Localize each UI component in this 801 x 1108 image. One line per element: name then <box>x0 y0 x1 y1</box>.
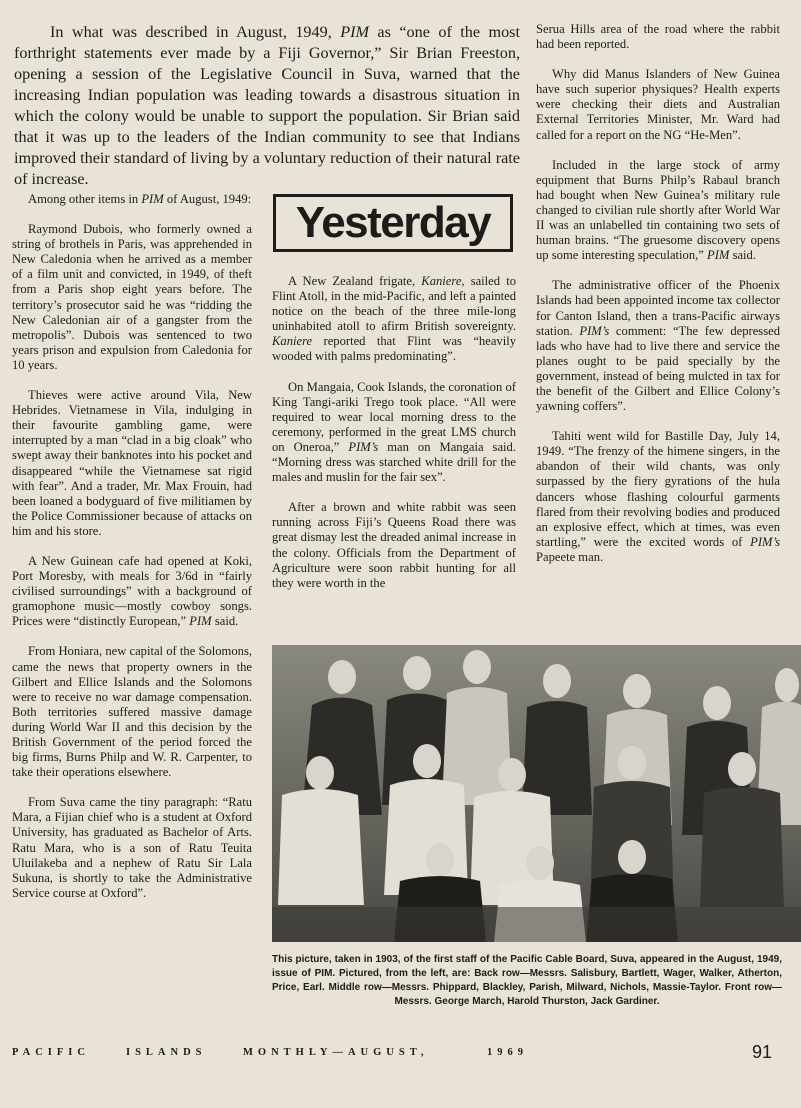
column-middle <box>272 274 516 606</box>
article-paragraph: A New Guinean cafe had opened at Koki, Port Moresby, with meals for 3/6d in “fairly civilised surroundings” with a background of gramophone music—mostly cowboy songs. Prices were “distinctly European,” PIM said. <box>12 553 252 629</box>
article-paragraph: A New Zealand frigate, Kaniere, sailed to Flint Atoll, in the mid-Pacific, and left a painted notice on the beach of the three mile-long uninhabited atoll to afirm British sovereignty. Kaniere reported that Flint was “heavily wooded with palms predominating”. <box>272 274 516 364</box>
yesterday-heading-box <box>273 194 513 252</box>
article-paragraph: The administrative officer of the Phoenix Islands had been appointed income tax collector for Canton Island, then a trans-Pacific airways station. PIM’s comment: “The few depressed lads who have had to live there and service the planes ought to be paid specially by the government, instead of being mulcted in tax for the benefit of the Gilbert and Ellice Colony’s yawning coffers”. <box>536 278 780 414</box>
article-paragraph: Among other items in PIM of August, 1949: <box>28 192 252 206</box>
page-number: 91 <box>751 1042 772 1062</box>
article-paragraph: Included in the large stock of army equipment that Burns Philp’s Rabaul branch had bought when New Guinea’s military rule changed to civilian rule shortly after World War II was an unlabelled tin containing two sets of human brains. “The gruesome discovery opens up some interesting speculation,” PIM said. <box>536 157 780 263</box>
article-paragraph: From Honiara, new capital of the Solomons, came the news that property owners in the Gilbert and Ellice Islands and the Solomons were to receive no war damage compensation. Both territories suffered massive damage during World War II and this decision by the British Government of the period forced the big firms, Burns Philp and W. R. Carpenter, to take their operations elsewhere. <box>12 644 252 780</box>
group-photo-illustration <box>272 645 801 942</box>
column-left <box>12 192 252 916</box>
group-photograph <box>272 645 801 942</box>
article-paragraph: From Suva came the tiny paragraph: “Ratu Mara, a Fijian chief who is a student at Oxford University, has graduated as Bachelor of Arts. Ratu Mara, who is a son of Ratu Teuita Uluilakeba and a nephew of Ratu Sir Lala Sukuna, is shortly to take the Administrative Service course at Oxford”. <box>12 795 252 900</box>
column-right <box>536 22 780 580</box>
article-paragraph: Thieves were active around Vila, New Hebrides. Vietnamese in Vila, indulging in their favourite gambling game, were interrupted by a man “clad in a big cloak” who swept away their banknotes into his pocket and disappeared “while the Vietnamese sat rigid with fear”. And a trader, Mr. Max Frouin, had been loaned a bodyguard of five militiamen by the Police Commissioner because of attacks on him and his store. <box>12 388 252 538</box>
article-paragraph: Why did Manus Islanders of New Guinea have such superior physiques? Health experts were checking their diets and Australian External Territories Minister, Mr. Ward had called for a report on the NG “He-Men”. <box>536 67 780 142</box>
intro-paragraph: In what was described in August, 1949, PIM as “one of the most forthright statements ever made by a Fiji Governor,” Sir Brian Freeston, opening a session of the Legislative Council in Suva, warned that the increasing Indian population was leading towards a disastrous situation in which the colony would be unable to support the population. Sir Brian said that it was up to the leaders of the Indian community to see that Indians improved their standard of living by a voluntary reduction of their natural rate of increase. <box>14 23 520 188</box>
article-paragraph: After a brown and white rabbit was seen running across Fiji’s Queens Road there was great dismay lest the dreaded animal increase in the colony. Officials from the Department of Agriculture were soon rabbit hunting for all they were worth in the <box>272 500 516 590</box>
article-paragraph: On Mangaia, Cook Islands, the coronation of King Tangi-ariki Trego took place. “All were required to wear local morning dress to the ceremony, performed in the great LMS church on Oneroa,” PIM’s man on Mangaia said. “Morning dress was starched white drill for the males and muslin for the fair sex”. <box>272 379 516 485</box>
article-paragraph: Tahiti went wild for Bastille Day, July 14, 1949. “The frenzy of the himene singers, in the abandon of their wild chants, was only surpassed by the fiery gyrations of the hula dancers whose flashing colourful garments flared from their revolving bodies and produced an explosive effect, which at times, was even startling,” were the excited words of PIM’s Papeete man. <box>536 429 780 564</box>
footer-monthly-august: MONTHLY—AUGUST, <box>243 1047 429 1058</box>
footer-pacific: PACIFIC <box>12 1047 90 1058</box>
photo-caption: This picture, taken in 1903, of the first staff of the Pacific Cable Board, Suva, appeared in the August, 1949, issue of PIM. Pictured, from the left, are: Back row—Messrs. Salisbury, Bartlett, Wager, Walker, Atherton, Price, Earl. Middle row—Messrs. Phippard, Blackley, Parish, Milward, Nichols, Massie-Taylor. Front row—Messrs. George March, Harold Thurston, Jack Gardiner. <box>272 954 782 1007</box>
page-footer <box>12 1042 772 1064</box>
footer-year: 1969 <box>487 1047 528 1058</box>
article-paragraph: Serua Hills area of the road where the rabbit had been reported. <box>536 22 780 52</box>
yesterday-heading: Yesterday <box>295 198 491 247</box>
footer-islands: ISLANDS <box>126 1047 207 1058</box>
article-paragraph: Raymond Dubois, who formerly owned a string of brothels in Paris, was apprehended in New Caledonia when he arrived as a member of a film unit and convicted, in 1949, of theft from a Paris shop eight years before. The territory’s prosecutor said he was “ridding the New Caledonian air of a gangster from the metropolis”. Dubois was sentenced to two years prison and expulsion from Caledonia for 10 years. <box>12 222 252 372</box>
